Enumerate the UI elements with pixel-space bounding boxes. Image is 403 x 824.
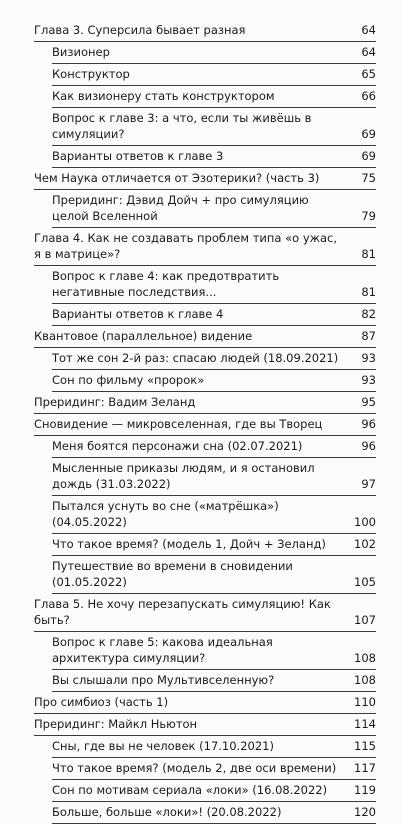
toc-subentry <box>34 460 376 496</box>
toc-subentry <box>34 634 376 670</box>
toc-entry-page-number: 65 <box>361 67 376 81</box>
toc-entry-page-number: 69 <box>361 127 376 141</box>
toc-entry-title: Варианты ответов к главе 4 <box>52 307 224 321</box>
toc-chapter-entry <box>34 416 376 436</box>
toc-entry-page-number: 66 <box>361 89 376 103</box>
toc-entry-title: Квантовое (параллельное) видение <box>34 329 253 343</box>
toc-chapter-entry <box>34 716 376 736</box>
toc-subentry <box>34 438 376 458</box>
toc-entry-title: Чем Наука отличается от Эзотерики? (часть 3) <box>34 171 320 185</box>
toc-entry-title: Конструктор <box>52 67 130 81</box>
toc-entry-page-number: 82 <box>361 307 376 321</box>
toc-subentry <box>34 558 376 594</box>
toc-entry-title: Вы слышали про Мультивселенную? <box>52 673 275 687</box>
toc-subentry <box>34 66 376 86</box>
toc-entry-page-number: 107 <box>354 613 376 627</box>
toc-entry-title: Глава 4. Как не создавать проблем типа «о ужас, я в матрице»? <box>34 231 338 261</box>
toc-chapter-entry <box>34 22 376 42</box>
toc-subentry <box>34 498 376 534</box>
toc-entry-page-number: 96 <box>361 417 376 431</box>
toc-entry-title: Путешествие во времени в сновидении (01.05.2022) <box>52 559 293 589</box>
toc-subentry <box>34 192 376 228</box>
toc-entry-page-number: 79 <box>361 209 376 223</box>
toc-entry-page-number: 69 <box>361 149 376 163</box>
toc-entry-title: Преридинг: Дэвид Дойч + про симуляцию целой Вселенной <box>52 193 309 223</box>
toc-chapter-entry <box>34 596 376 632</box>
toc-entry-title: Пытался уснуть во сне («матрёшка») (04.05.2022) <box>52 499 279 529</box>
toc-entry-title: Глава 5. Не хочу перезапускать симуляцию! Как быть? <box>34 597 331 627</box>
toc-entry-page-number: 108 <box>354 651 376 665</box>
toc-chapter-entry <box>34 170 376 190</box>
toc-entry-title: Как визионеру стать конструктором <box>52 89 275 103</box>
toc-entry-page-number: 64 <box>361 45 376 59</box>
toc-entry-page-number: 95 <box>361 395 376 409</box>
toc-entry-title: Визионер <box>52 45 110 59</box>
toc-entry-page-number: 114 <box>354 717 376 731</box>
toc-entry-page-number: 119 <box>354 783 376 797</box>
toc-entry-page-number: 87 <box>361 329 376 343</box>
toc-entry-page-number: 120 <box>354 805 376 819</box>
toc-subentry <box>34 350 376 370</box>
toc-subentry <box>34 782 376 802</box>
toc-entry-title: Глава 3. Суперсила бывает разная <box>34 23 246 37</box>
toc-entry-page-number: 97 <box>361 477 376 491</box>
toc-subentry <box>34 372 376 392</box>
toc-chapter-entry <box>34 694 376 714</box>
toc-entry-page-number: 81 <box>361 247 376 261</box>
toc-subentry <box>34 110 376 146</box>
toc-entry-page-number: 93 <box>361 373 376 387</box>
toc-subentry <box>34 148 376 168</box>
toc-entry-page-number: 96 <box>361 439 376 453</box>
toc-entry-page-number: 64 <box>361 23 376 37</box>
toc-entry-title: Мысленные приказы людям, и я остановил дождь (31.03.2022) <box>52 461 315 491</box>
toc-entry-title: Сны, где вы не человек (17.10.2021) <box>52 739 274 753</box>
toc-entry-title: Сновидение — микровселенная, где вы Творец <box>34 417 323 431</box>
toc-chapter-entry <box>34 394 376 414</box>
toc-chapter-entry <box>34 230 376 266</box>
toc-entry-title: Что такое время? (модель 2, две оси времени) <box>52 761 337 775</box>
toc-subentry <box>34 738 376 758</box>
toc-entry-page-number: 100 <box>354 515 376 529</box>
toc-entry-title: Вопрос к главе 4: как предотвратить негативные последствия... <box>52 269 280 299</box>
toc-entry-title: Что такое время? (модель 1, Дойч + Зеланд) <box>52 537 326 551</box>
toc-subentry <box>34 536 376 556</box>
toc-entry-page-number: 117 <box>354 761 376 775</box>
toc-subentry <box>34 804 376 824</box>
toc-entry-title: Сон по мотивам сериала «локи» (16.08.2022) <box>52 783 328 797</box>
toc-subentry <box>34 760 376 780</box>
toc-entry-title: Сон по фильму «пророк» <box>52 373 205 387</box>
toc-entry-page-number: 110 <box>354 695 376 709</box>
toc-entry-title: Вопрос к главе 5: какова идеальная архитектура симуляции? <box>52 635 273 665</box>
toc-chapter-entry <box>34 328 376 348</box>
toc-entry-title: Тот же сон 2-й раз: спасаю людей (18.09.2021) <box>52 351 339 365</box>
toc-entry-page-number: 115 <box>354 739 376 753</box>
toc-subentry <box>34 306 376 326</box>
toc-entry-title: Варианты ответов к главе 3 <box>52 149 224 163</box>
toc-entry-page-number: 93 <box>361 351 376 365</box>
toc-subentry <box>34 672 376 692</box>
toc-entry-title: Преридинг: Майкл Ньютон <box>34 717 198 731</box>
toc-entry-title: Меня боятся персонажи сна (02.07.2021) <box>52 439 303 453</box>
toc-entry-title: Вопрос к главе 3: а что, если ты живёшь в симуляции? <box>52 111 312 141</box>
toc-entry-title: Про симбиоз (часть 1) <box>34 695 169 709</box>
toc-subentry <box>34 268 376 304</box>
toc-entry-page-number: 102 <box>354 537 376 551</box>
toc-subentry <box>34 44 376 64</box>
toc-entry-page-number: 108 <box>354 673 376 687</box>
toc-subentry <box>34 88 376 108</box>
toc-entry-page-number: 105 <box>354 575 376 589</box>
toc-entry-page-number: 75 <box>361 171 376 185</box>
toc-entry-title: Преридинг: Вадим Зеланд <box>34 395 196 409</box>
table-of-contents <box>34 22 376 824</box>
toc-entry-title: Больше, больше «локи»! (20.08.2022) <box>52 805 282 819</box>
toc-entry-page-number: 81 <box>361 285 376 299</box>
